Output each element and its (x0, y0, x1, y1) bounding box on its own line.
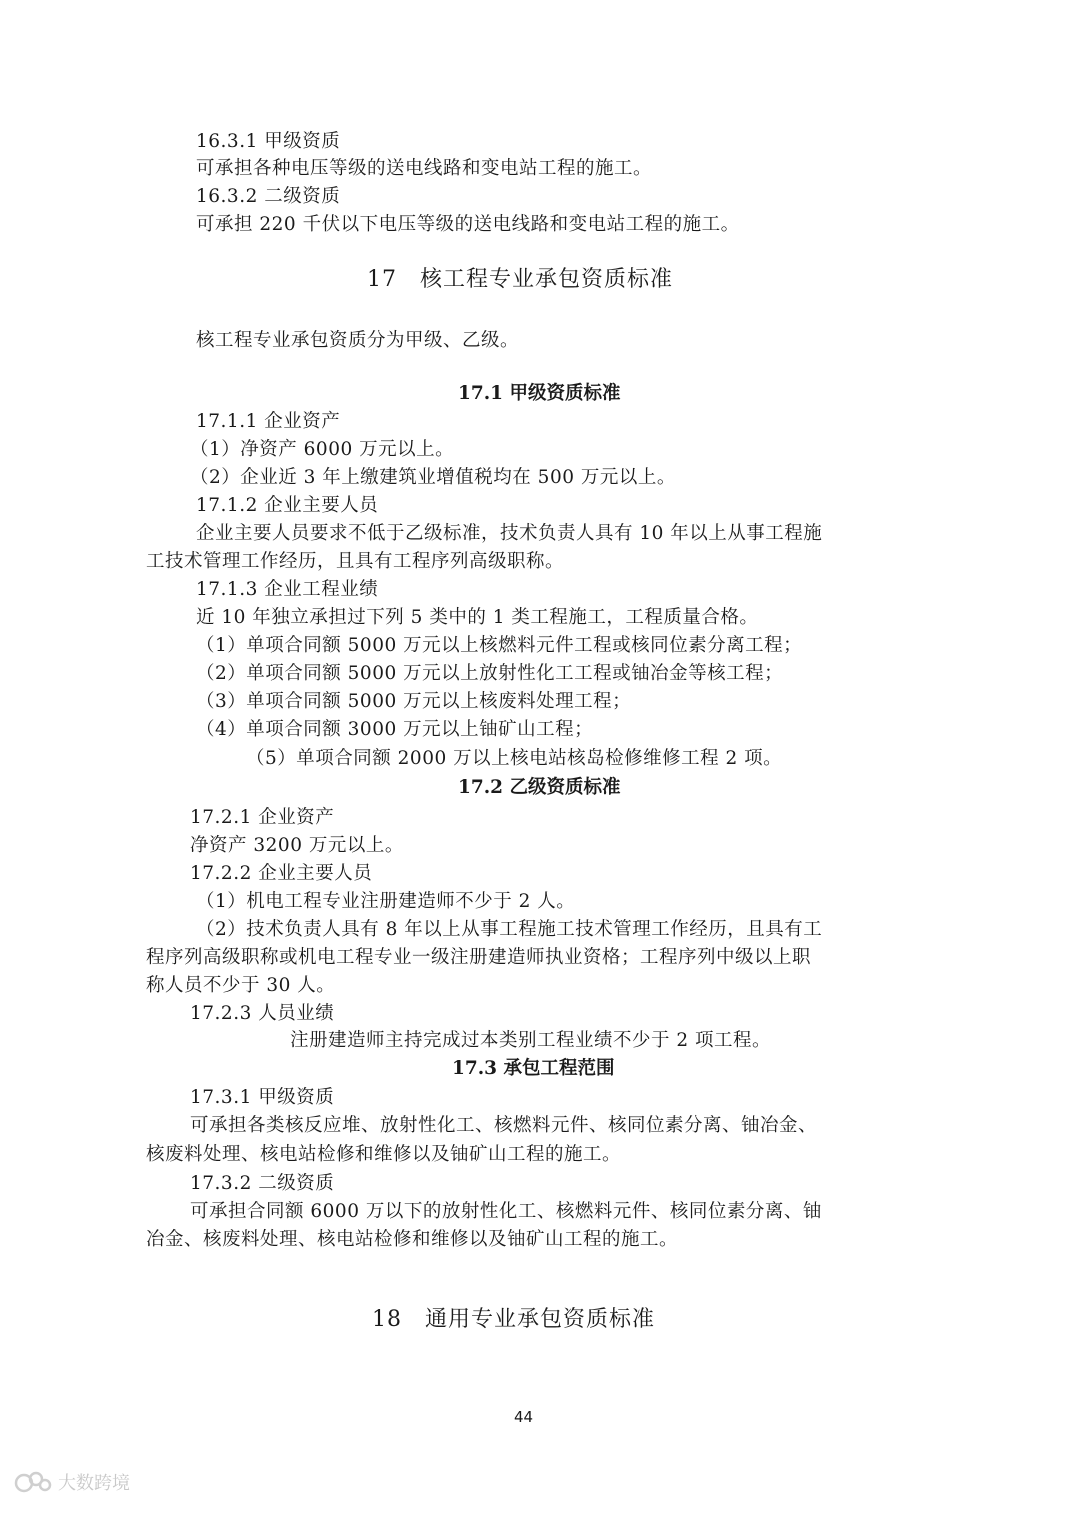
list-item: （1）净资产 6000 万元以上。 (190, 439, 455, 460)
watermark-logo-icon (14, 1468, 52, 1496)
list-item: （1）机电工程专业注册建造师不少于 2 人。 (196, 891, 576, 912)
watermark (14, 1468, 130, 1496)
list-item: （2）企业近 3 年上缴建筑业增值税均在 500 万元以上。 (190, 467, 676, 488)
clause-16-3-1-heading: 16.3.1 甲级资质 (196, 131, 341, 152)
clause-17-3-1-heading: 17.3.1 甲级资质 (190, 1087, 335, 1108)
paragraph-line: 程序列高级职称或机电工程专业一级注册建造师执业资格；工程序列中级以上职 (146, 947, 812, 968)
list-item: （1）单项合同额 5000 万元以上核燃料元件工程或核同位素分离工程； (196, 635, 803, 656)
clause-16-3-1-text: 可承担各种电压等级的送电线路和变电站工程的施工。 (196, 158, 653, 179)
paragraph-line: 企业主要人员要求不低于乙级标准，技术负责人具有 10 年以上从事工程施 (196, 523, 823, 544)
clause-17-2-1-heading: 17.2.1 企业资产 (190, 807, 335, 828)
paragraph-line: 可承担合同额 6000 万以下的放射性化工、核燃料元件、核同位素分离、铀 (190, 1201, 822, 1222)
list-item: （2）技术负责人具有 8 年以上从事工程施工技术管理工作经历，且具有工 (196, 919, 823, 940)
clause-16-3-2-heading: 16.3.2 二级资质 (196, 186, 341, 207)
paragraph-line: 可承担各类核反应堆、放射性化工、核燃料元件、核同位素分离、铀冶金、 (190, 1115, 818, 1136)
section-17-3-title: 17.3 承包工程范围 (452, 1058, 615, 1079)
paragraph-line: 工技术管理工作经历，且具有工程序列高级职称。 (146, 551, 565, 572)
clause-17-2-3-heading: 17.2.3 人员业绩 (190, 1003, 335, 1024)
paragraph-line: 核废料处理、核电站检修和维修以及铀矿山工程的施工。 (146, 1144, 622, 1165)
clause-17-1-2-heading: 17.1.2 企业主要人员 (196, 495, 379, 516)
section-17-intro: 核工程专业承包资质分为甲级、乙级。 (196, 330, 520, 351)
paragraph-line: 称人员不少于 30 人。 (146, 975, 336, 996)
watermark-text: 大数跨境 (58, 1473, 130, 1494)
list-item: （3）单项合同额 5000 万元以上核废料处理工程； (196, 691, 632, 712)
section-17-1-title: 17.1 甲级资质标准 (458, 383, 621, 404)
clause-17-1-3-heading: 17.1.3 企业工程业绩 (196, 579, 379, 600)
section-17-2-title: 17.2 乙级资质标准 (458, 777, 621, 798)
paragraph-line: 冶金、核废料处理、核电站检修和维修以及铀矿山工程的施工。 (146, 1229, 679, 1250)
list-item: （4）单项合同额 3000 万元以上铀矿山工程； (196, 719, 594, 740)
clause-17-1-1-heading: 17.1.1 企业资产 (196, 411, 341, 432)
list-item: （2）单项合同额 5000 万元以上放射性化工工程或铀冶金等核工程； (196, 663, 784, 684)
list-item: （5）单项合同额 2000 万以上核电站核岛检修维修工程 2 项。 (246, 748, 783, 769)
page-number: 44 (514, 1408, 534, 1426)
section-18-title: 18 通用专业承包资质标准 (372, 1307, 655, 1332)
paragraph-line: 净资产 3200 万元以上。 (190, 835, 404, 856)
clause-16-3-2-text: 可承担 220 千伏以下电压等级的送电线路和变电站工程的施工。 (196, 214, 740, 235)
clause-17-3-2-heading: 17.3.2 二级资质 (190, 1173, 335, 1194)
clause-17-2-2-heading: 17.2.2 企业主要人员 (190, 863, 373, 884)
paragraph-line: 注册建造师主持完成过本类别工程业绩不少于 2 项工程。 (290, 1030, 772, 1051)
section-17-title: 17 核工程专业承包资质标准 (367, 267, 673, 292)
paragraph-line: 近 10 年独立承担过下列 5 类中的 1 类工程施工，工程质量合格。 (196, 607, 759, 628)
